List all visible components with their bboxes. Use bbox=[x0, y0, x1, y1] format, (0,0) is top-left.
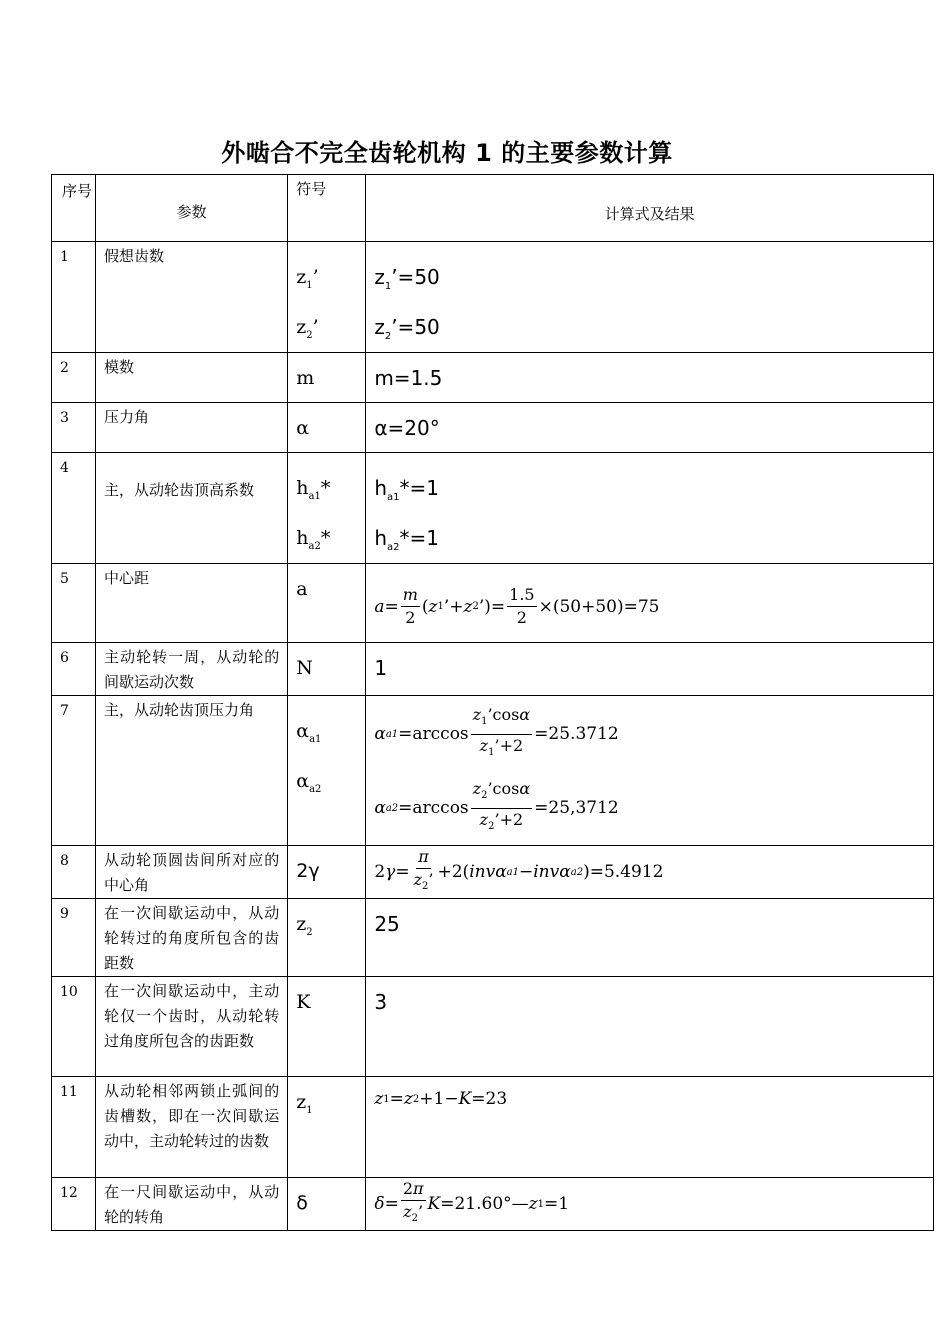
row-result bbox=[366, 1178, 934, 1231]
symbol-line: $z_1$’ bbox=[296, 266, 319, 291]
parameter-table bbox=[51, 174, 934, 1231]
table-row bbox=[52, 696, 934, 846]
row-index: 9 bbox=[52, 899, 96, 977]
result-line: m=1.5 bbox=[374, 366, 443, 390]
header-symbol: 符号 bbox=[288, 175, 366, 242]
row-param: 在一次间歇运动中，从动轮转过的角度所包含的齿距数 bbox=[96, 899, 288, 977]
row-index: 8 bbox=[52, 846, 96, 899]
table-row bbox=[52, 403, 934, 453]
table-row bbox=[52, 846, 934, 899]
row-symbol bbox=[288, 1077, 366, 1178]
row-param: 模数 bbox=[96, 353, 288, 403]
row-result bbox=[366, 899, 934, 977]
table-row bbox=[52, 1077, 934, 1178]
row-symbol bbox=[288, 564, 366, 643]
formula-center-distance: a = $\frac{m}{2}$ ( z 1 ’+ z 2 ’)= $\frac{1.5}{2}$ ×(50+50)=75 bbox=[374, 585, 660, 627]
page-title: 外啮合不完全齿轮机构 1 的主要参数计算 bbox=[221, 139, 673, 167]
table-row bbox=[52, 353, 934, 403]
table-row bbox=[52, 564, 934, 643]
row-result bbox=[366, 977, 934, 1077]
symbol-line: $\alpha_{a2}$ bbox=[296, 770, 322, 795]
row-result bbox=[366, 696, 934, 846]
result-line: 1 bbox=[374, 656, 388, 680]
row-symbol bbox=[288, 643, 366, 696]
row-param: 主动轮转一周，从动轮的间歇运动次数 bbox=[96, 643, 288, 696]
symbol-line: m bbox=[296, 367, 315, 389]
row-index: 11 bbox=[52, 1077, 96, 1178]
symbol-line: α bbox=[296, 417, 310, 439]
row-symbol bbox=[288, 453, 366, 564]
result-line: 3 bbox=[374, 990, 388, 1015]
result-line: $z_1’=50$ bbox=[374, 265, 440, 292]
result-line: $h_{a1}*=1$ bbox=[374, 476, 439, 503]
table-row bbox=[52, 899, 934, 977]
row-result bbox=[366, 564, 934, 643]
row-param: 压力角 bbox=[96, 403, 288, 453]
row-index: 12 bbox=[52, 1178, 96, 1231]
table-row bbox=[52, 453, 934, 564]
row-index: 1 bbox=[52, 242, 96, 353]
formula-pressure-angle-2: α a2 =arccos $\frac{z_2’\cos\alpha}{z_2’+2}$ =25,3712 bbox=[374, 779, 619, 832]
table-row bbox=[52, 643, 934, 696]
row-result bbox=[366, 846, 934, 899]
row-result bbox=[366, 353, 934, 403]
header-param: 参数 bbox=[96, 175, 288, 242]
row-index: 3 bbox=[52, 403, 96, 453]
row-param: 中心距 bbox=[96, 564, 288, 643]
row-result bbox=[366, 643, 934, 696]
result-line: α=20° bbox=[374, 416, 440, 440]
row-symbol bbox=[288, 977, 366, 1077]
row-index: 7 bbox=[52, 696, 96, 846]
row-index: 6 bbox=[52, 643, 96, 696]
row-result bbox=[366, 403, 934, 453]
table-row bbox=[52, 1178, 934, 1231]
row-symbol bbox=[288, 242, 366, 353]
row-result bbox=[366, 453, 934, 564]
symbol-line: $z_2$’ bbox=[296, 316, 319, 341]
row-result bbox=[366, 242, 934, 353]
row-param: 从动轮相邻两锁止弧间的齿槽数，即在一次间歇运动中，主动轮转过的齿数 bbox=[96, 1077, 288, 1178]
formula-rotation-angle: δ = $\frac{2\pi}{z_2’}$ K =21.60°— z 1 =1 bbox=[374, 1179, 570, 1225]
header-index: 序号 bbox=[52, 175, 96, 242]
row-symbol bbox=[288, 899, 366, 977]
row-symbol bbox=[288, 353, 366, 403]
row-param: 假想齿数 bbox=[96, 242, 288, 353]
row-index: 4 bbox=[52, 453, 96, 564]
row-result bbox=[366, 1077, 934, 1178]
result-line: $z_2’=50$ bbox=[374, 315, 440, 342]
formula-pressure-angle-1: α a1 =arccos $\frac{z_1’\cos\alpha}{z_1’+2}$ =25.3712 bbox=[374, 705, 619, 758]
table-header-row bbox=[52, 175, 934, 242]
row-symbol bbox=[288, 1178, 366, 1231]
symbol-line: $z_1$ bbox=[296, 1091, 313, 1116]
row-index: 10 bbox=[52, 977, 96, 1077]
symbol-line: $h_{a2}*$ bbox=[296, 527, 331, 552]
row-index: 2 bbox=[52, 353, 96, 403]
result-line: $h_{a2}*=1$ bbox=[374, 526, 439, 553]
formula-center-angle: 2 γ = $\frac{\pi}{z_2’}$ +2( inv α a1 − inv α a2 )=5.4912 bbox=[374, 847, 664, 893]
symbol-line: N bbox=[296, 657, 313, 679]
formula-tooth-count: z 1 = z 2 +1− K =23 bbox=[374, 1089, 508, 1110]
header-result: 计算式及结果 bbox=[366, 175, 934, 242]
symbol-line: $h_{a1}*$ bbox=[296, 477, 331, 502]
symbol-line: $\alpha_{a1}$ bbox=[296, 720, 322, 745]
table-row bbox=[52, 242, 934, 353]
row-param: 在一尺间歇运动中，从动轮的转角 bbox=[96, 1178, 288, 1231]
row-param: 主，从动轮齿顶压力角 bbox=[96, 696, 288, 846]
row-index: 5 bbox=[52, 564, 96, 643]
table-row bbox=[52, 977, 934, 1077]
symbol-line: a bbox=[296, 578, 308, 600]
result-line: 25 bbox=[374, 912, 400, 937]
row-param: 主，从动轮齿顶高系数 bbox=[96, 453, 288, 564]
row-symbol bbox=[288, 403, 366, 453]
row-param: 从动轮顶圆齿间所对应的中心角 bbox=[96, 846, 288, 899]
symbol-line: 2γ bbox=[296, 860, 320, 882]
row-symbol bbox=[288, 696, 366, 846]
symbol-line: K bbox=[296, 991, 311, 1014]
symbol-line: $z_2$ bbox=[296, 913, 313, 938]
row-symbol bbox=[288, 846, 366, 899]
symbol-line: δ bbox=[296, 1192, 308, 1215]
row-param: 在一次间歇运动中，主动轮仅一个齿时，从动轮转过角度所包含的齿距数 bbox=[96, 977, 288, 1077]
